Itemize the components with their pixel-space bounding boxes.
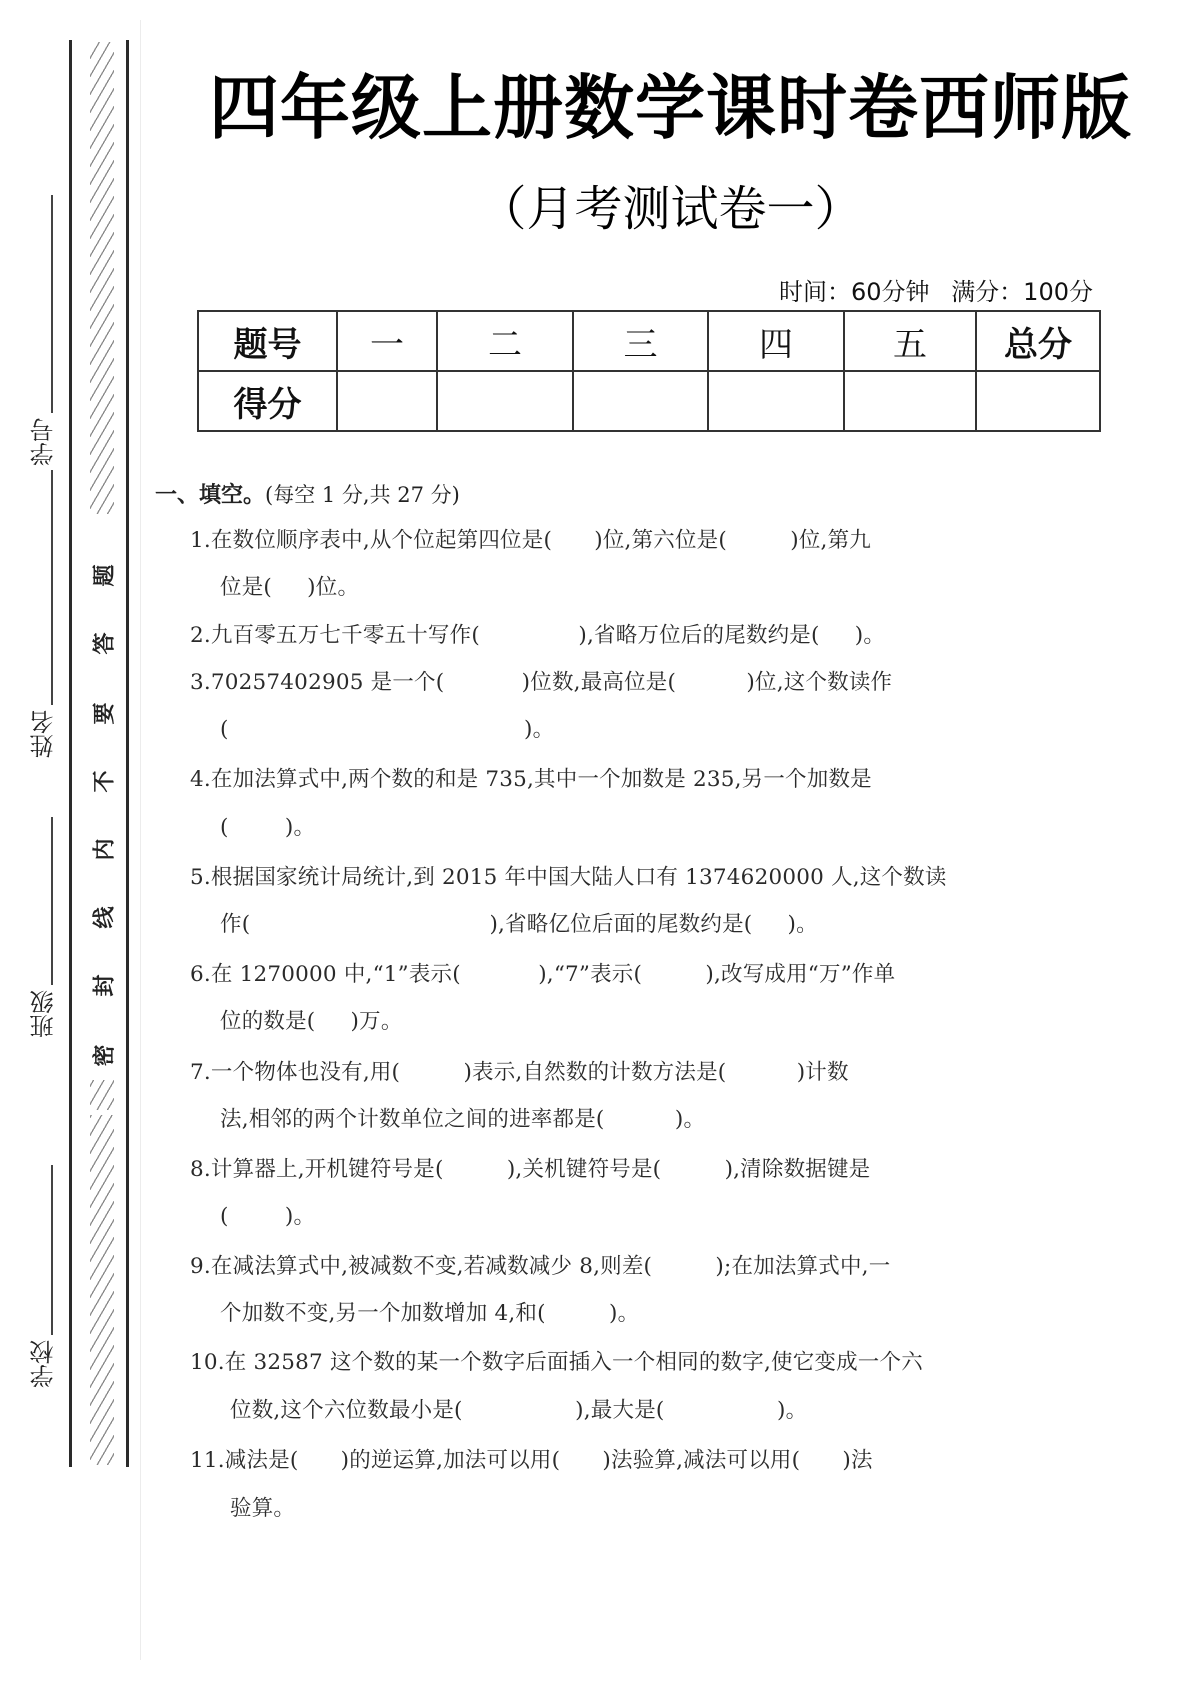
score-table bbox=[197, 310, 1101, 432]
score-cell-total[interactable] bbox=[976, 371, 1100, 431]
score-cell-5[interactable] bbox=[844, 371, 976, 431]
score-table-header-row bbox=[198, 311, 1100, 371]
seal-notice-char: 封 bbox=[91, 974, 118, 997]
question-11-line-1: 11.减法是( )的逆运算,加法可以用( )法验算,减法可以用( )法 bbox=[190, 1448, 873, 1473]
section-title: 一、填空。 bbox=[155, 482, 266, 508]
seal-notice-char: 线 bbox=[91, 906, 118, 929]
header-cell-5: 五 bbox=[844, 311, 976, 371]
question-7-line-2: 法,相邻的两个计数单位之间的进率都是( )。 bbox=[220, 1107, 706, 1132]
school-label: 学校 bbox=[30, 1340, 58, 1388]
margin-outer-line bbox=[69, 40, 72, 1467]
question-2-line-1: 2.九百零五万七千零五十写作( ),省略万位后的尾数约是( )。 bbox=[190, 623, 886, 648]
name-label: 姓名 bbox=[30, 710, 58, 758]
page-subtitle: （月考测试卷一） bbox=[478, 181, 863, 237]
header-cell-question-no: 题号 bbox=[198, 311, 337, 371]
hatch-band-top bbox=[90, 42, 114, 514]
question-8-line-2: ( )。 bbox=[220, 1204, 316, 1229]
question-5-line-1: 5.根据国家统计局统计,到 2015 年中国大陆人口有 1374620000 人,这个数读 bbox=[190, 865, 947, 890]
question-3-line-1: 3.70257402905 是一个( )位数,最高位是( )位,这个数读作 bbox=[190, 670, 893, 695]
score-cell-3[interactable] bbox=[573, 371, 708, 431]
score-table-score-row bbox=[198, 371, 1100, 431]
question-4-line-2: ( )。 bbox=[220, 815, 316, 840]
question-5-line-2: 作( ),省略亿位后面的尾数约是( )。 bbox=[220, 912, 818, 937]
school-field[interactable] bbox=[51, 1165, 53, 1335]
header-cell-4: 四 bbox=[708, 311, 844, 371]
student-id-field[interactable] bbox=[51, 195, 53, 413]
hatch-band-mid bbox=[90, 1080, 114, 1110]
question-1-line-2: 位是( )位。 bbox=[220, 575, 360, 600]
score-cell-1[interactable] bbox=[337, 371, 437, 431]
student-id-label: 学号 bbox=[30, 418, 58, 466]
seal-notice-char: 内 bbox=[91, 838, 118, 861]
section-note: (每空 1 分,共 27 分) bbox=[265, 483, 460, 507]
header-cell-total: 总分 bbox=[976, 311, 1100, 371]
question-3-line-2: ( )。 bbox=[220, 717, 555, 742]
question-4-line-1: 4.在加法算式中,两个数的和是 735,其中一个加数是 235,另一个加数是 bbox=[190, 767, 872, 792]
question-9-line-1: 9.在减法算式中,被减数不变,若减数减少 8,则差( );在加法算式中,一 bbox=[190, 1254, 891, 1279]
score-cell-4[interactable] bbox=[708, 371, 844, 431]
question-6-line-2: 位的数是( )万。 bbox=[220, 1009, 403, 1034]
exam-meta bbox=[765, 272, 1093, 307]
page-edge-divider bbox=[140, 20, 141, 1660]
hatch-band-bottom bbox=[90, 1115, 114, 1465]
question-7-line-1: 7.一个物体也没有,用( )表示,自然数的计数方法是( )计数 bbox=[190, 1060, 849, 1085]
question-6-line-1: 6.在 1270000 中,“1”表示( ),“7”表示( ),改写成用“万”作单 bbox=[190, 962, 896, 987]
section-heading bbox=[155, 478, 460, 509]
question-1-line-1: 1.在数位顺序表中,从个位起第四位是( )位,第六位是( )位,第九 bbox=[190, 528, 871, 553]
question-11-line-2: 验算。 bbox=[230, 1496, 296, 1521]
header-cell-2: 二 bbox=[437, 311, 573, 371]
question-9-line-2: 个加数不变,另一个加数增加 4,和( )。 bbox=[220, 1301, 640, 1326]
exam-time: 时间：60分钟 bbox=[779, 278, 930, 306]
margin-inner-line bbox=[126, 40, 129, 1467]
name-field[interactable] bbox=[51, 470, 53, 705]
seal-notice-char: 要 bbox=[91, 702, 118, 725]
score-cell-2[interactable] bbox=[437, 371, 573, 431]
seal-notice-char: 题 bbox=[91, 564, 118, 587]
header-cell-3: 三 bbox=[573, 311, 708, 371]
seal-notice-char: 不 bbox=[91, 770, 118, 793]
header-cell-1: 一 bbox=[337, 311, 437, 371]
page-title: 四年级上册数学课时卷西师版 bbox=[209, 67, 1132, 149]
score-row-label: 得分 bbox=[198, 371, 337, 431]
question-10-line-2: 位数,这个六位数最小是( ),最大是( )。 bbox=[230, 1398, 808, 1423]
seal-notice-char: 密 bbox=[91, 1044, 118, 1067]
seal-notice-char: 答 bbox=[91, 632, 118, 655]
question-10-line-1: 10.在 32587 这个数的某一个数字后面插入一个相同的数字,使它变成一个六 bbox=[190, 1350, 923, 1375]
class-label: 班级 bbox=[30, 990, 58, 1038]
class-field[interactable] bbox=[51, 817, 53, 985]
exam-full-score: 满分：100分 bbox=[951, 278, 1093, 306]
question-8-line-1: 8.计算器上,开机键符号是( ),关机键符号是( ),清除数据键是 bbox=[190, 1157, 871, 1182]
